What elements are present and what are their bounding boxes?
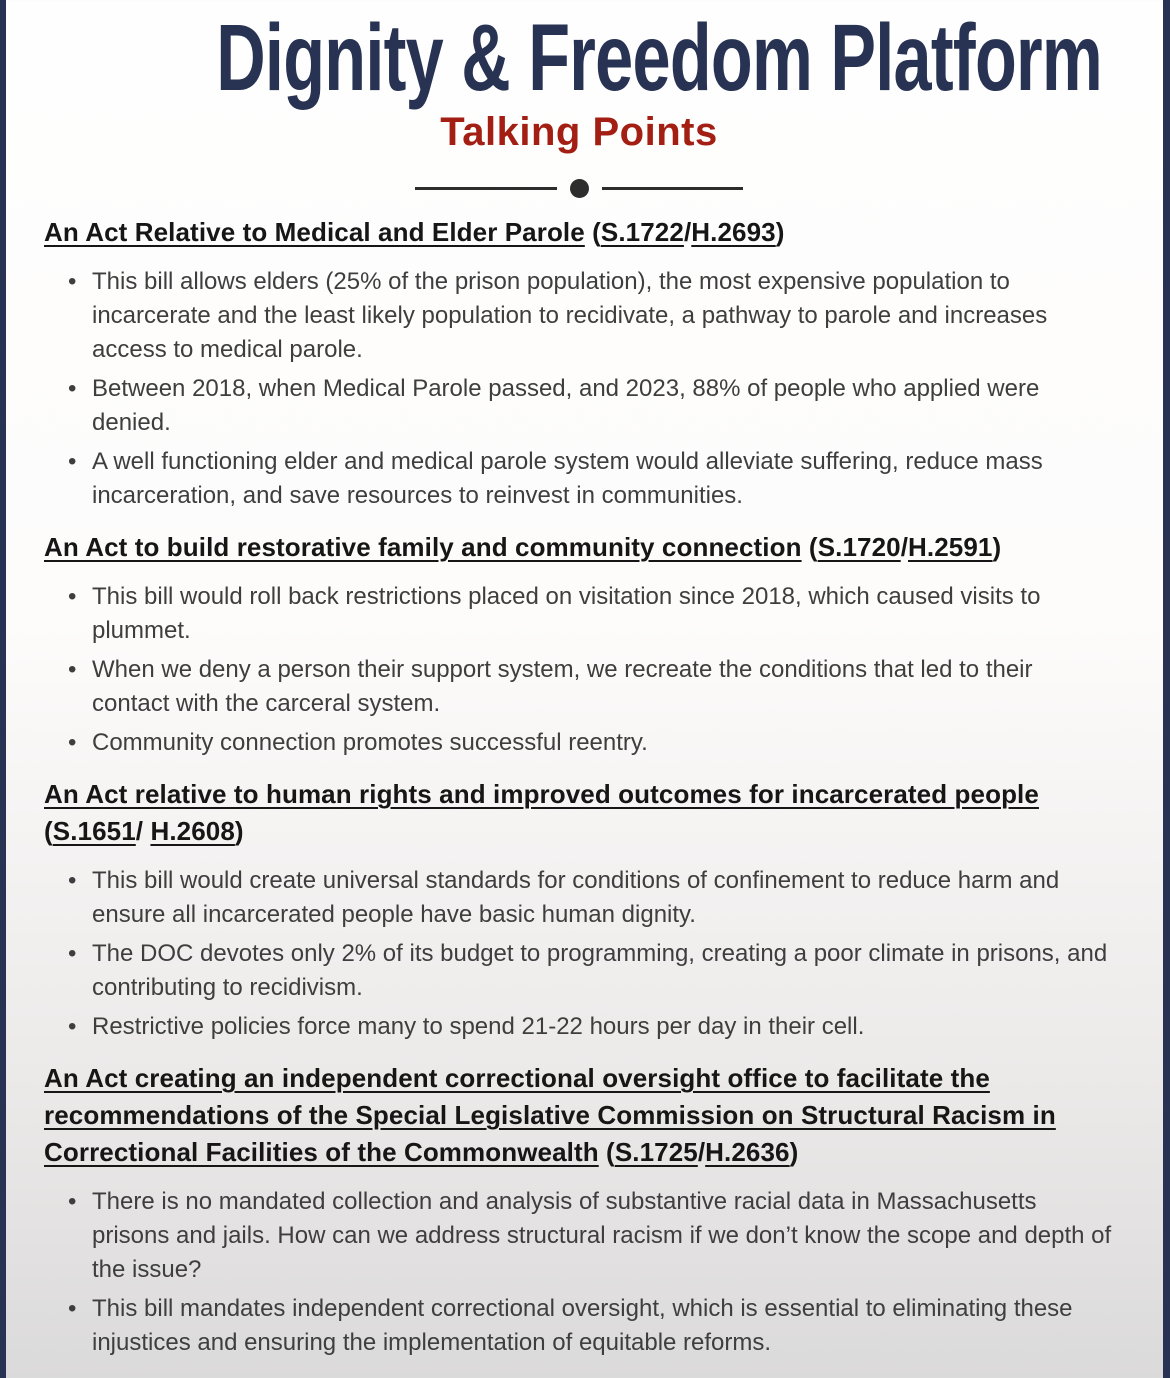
page-subtitle: Talking Points [440,110,718,154]
act-section [44,1060,1114,1360]
act-bullets [44,864,1114,1044]
divider-dot-icon [570,179,589,198]
act-section [44,776,1114,1044]
bullet-item: • A well functioning elder and medical parole system would alleviate suffering, reduce mass incarceration, and save resources to reinvest in communities. [66,445,1114,513]
bill-number-senate: S.1720 [817,532,901,562]
act-bullets [44,1185,1114,1360]
act-heading: An Act to build restorative family and community connection (S.1720/H.2591) [44,532,1002,562]
page-title-text: Dignity & Freedom Platform [216,5,1103,111]
bullet-item: • This bill allows elders (25% of the prison population), the most expensive population to incarcerate and the least likely population to recidivate, a pathway to parole and increases access to medical parole. [66,265,1114,367]
sections [44,214,1114,1360]
act-heading: An Act Relative to Medical and Elder Parole (S.1722/H.2693) [44,217,785,247]
bill-number-senate: S.1722 [600,217,684,247]
act-heading-title: An Act creating an independent correctional oversight office to facilitate the recommendations of the Special Legislative Commission on Structural Racism in Correctional Facilities of the Commonwealth [44,1063,1056,1167]
bullet-item: • Restrictive policies force many to spend 21-22 hours per day in their cell. [66,1010,1114,1044]
divider-line-left [415,187,557,190]
act-heading: An Act creating an independent correctional oversight office to facilitate the recommendations of the Special Legislative Commission on Structural Racism in Correctional Facilities of the Commonwealth (S.1725/H.2636) [44,1063,1056,1167]
act-section [44,529,1114,760]
act-heading-title: An Act to build restorative family and community connection [44,532,802,562]
page-title [44,5,1114,111]
bullet-item: • This bill would create universal standards for conditions of confinement to reduce harm and ensure all incarcerated people have basic human dignity. [66,864,1114,932]
bullet-item: • There is no mandated collection and analysis of substantive racial data in Massachusetts prisons and jails. How can we address structural racism if we don’t know the scope and depth of the issue? [66,1185,1114,1287]
act-bullets [44,580,1114,760]
bill-number-house: H.2608 [150,816,235,846]
act-bullets [44,265,1114,513]
act-heading-title: An Act relative to human rights and improved outcomes for incarcerated people [44,779,1039,809]
section-divider [415,178,743,198]
bullet-item: • The DOC devotes only 2% of its budget to programming, creating a poor climate in prisons, and contributing to recidivism. [66,937,1114,1005]
bullet-item: • Community connection promotes successful reentry. [66,726,1114,760]
act-heading: An Act relative to human rights and improved outcomes for incarcerated people (S.1651/ H.2608) [44,779,1039,846]
act-section [44,214,1114,513]
bill-number-house: H.2693 [691,217,776,247]
bullet-item: • This bill would roll back restrictions placed on visitation since 2018, which caused visits to plummet. [66,580,1114,648]
act-heading-title: An Act Relative to Medical and Elder Parole [44,217,585,247]
divider-line-right [602,187,744,190]
bullet-item: • This bill mandates independent correctional oversight, which is essential to eliminating these injustices and ensuring the implementation of equitable reforms. [66,1292,1114,1360]
bill-number-house: H.2591 [908,532,993,562]
right-border-bar [1163,0,1170,1378]
bill-number-house: H.2636 [705,1137,790,1167]
bill-number-senate: S.1725 [614,1137,698,1167]
bullet-item: • Between 2018, when Medical Parole passed, and 2023, 88% of people who applied were denied. [66,372,1114,440]
left-border-bar [0,0,6,1378]
bill-number-senate: S.1651 [52,816,136,846]
bullet-item: • When we deny a person their support system, we recreate the conditions that led to their contact with the carceral system. [66,653,1114,721]
